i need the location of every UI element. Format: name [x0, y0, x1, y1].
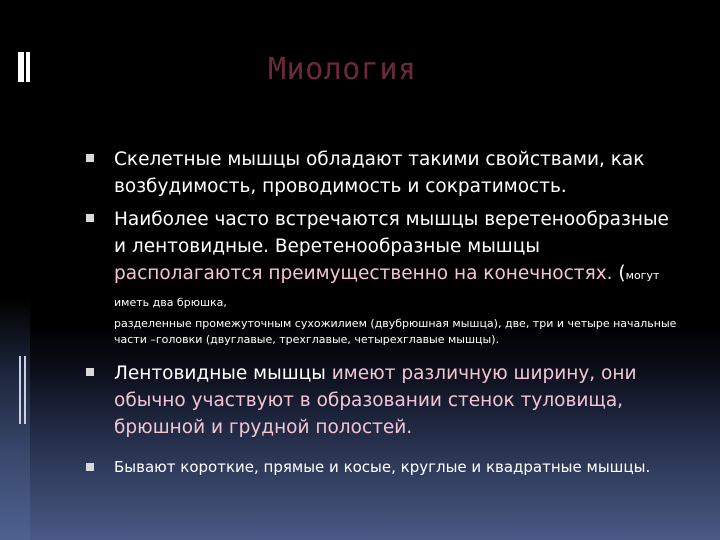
bullet-text: Наиболее часто встречаются мышцы веретенообразные и лентовидные. Веретенообразные мышцы располагаются преимущественно на конечностях. (могут иметь два брюшка, разделенные промежуточным сухожилием (двубрюшная мышца), две, три и четыре начальные части –головки (двуглавые, трехглавые, четырехглавые мышцы). [114, 206, 686, 348]
small-note: могут иметь два брюшка, [114, 269, 660, 309]
bullet-square-icon [86, 463, 94, 471]
bullet-list [86, 146, 686, 477]
slide-title: Миология [268, 52, 417, 87]
bullet-square-icon [86, 154, 94, 162]
bullet-item [86, 457, 686, 477]
highlight-text: располагаются преимущественно на конечностях. [114, 263, 613, 284]
decor-bar [26, 52, 30, 82]
bullet-text: Лентовидные мышцы имеют различную ширину, они обычно участвуют в образовании стенок туловища, брюшной и грудной полостей. [114, 363, 637, 438]
decor-line [24, 356, 26, 424]
bullet-square-icon [86, 214, 94, 222]
bullet-text: Бывают короткие, прямые и косые, круглые и квадратные мышцы. [114, 458, 651, 476]
decor-line [19, 356, 21, 424]
bullet-square-icon [86, 368, 94, 376]
bullet-item [86, 206, 686, 348]
bullet-item [86, 360, 686, 441]
bullet-text: Скелетные мышцы обладают такими свойствами, как возбудимость, проводимость и сократимость. [114, 149, 645, 197]
bullet-item [86, 146, 686, 200]
highlight-text: имеют различную ширину, они обычно участвуют в образовании стенок туловища, брюшной и грудной полостей. [114, 363, 637, 438]
small-note-cont: разделенные промежуточным сухожилием (двубрюшная мышца), две, три и четыре начальные части –головки (двуглавые, трехглавые, четырехглавые мышцы). [114, 317, 677, 346]
decor-bar [18, 52, 24, 82]
